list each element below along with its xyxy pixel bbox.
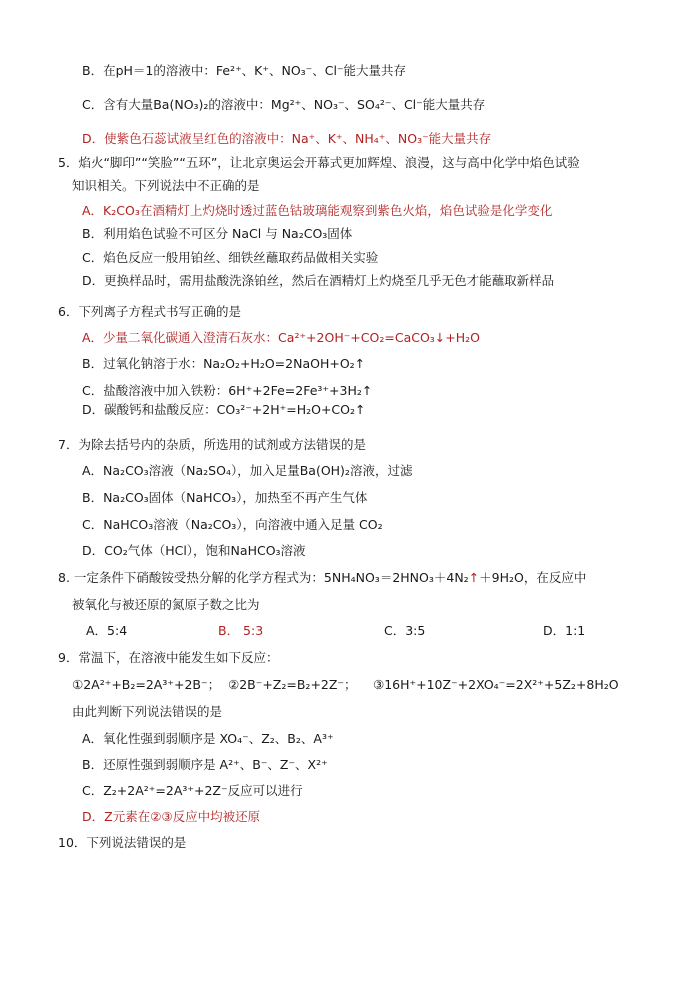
q8-option-a: A．5:4 <box>86 623 128 638</box>
q9-option-c: C．Z₂+2A²⁺=2A³⁺+2Z⁻反应可以进行 <box>82 783 303 798</box>
q7-option-b: B．Na₂CO₃固体（NaHCO₃），加热至不再产生气体 <box>82 490 368 505</box>
q5-option-c: C．焰色反应一般用铂丝、细铁丝蘸取药品做相关实验 <box>82 250 379 265</box>
q5-stem-line2: 知识相关。下列说法中不正确的是 <box>72 178 260 193</box>
q6-option-d: D．碳酸钙和盐酸反应：CO₃²⁻+2H⁺=H₂O+CO₂↑ <box>82 402 366 417</box>
q7-option-a: A．Na₂CO₃溶液（Na₂SO₄），加入足量Ba(OH)₂溶液，过滤 <box>82 463 413 478</box>
q9-reaction-3: ③16H⁺+10Z⁻+2XO₄⁻=2X²⁺+5Z₂+8H₂O <box>373 677 619 692</box>
q8-stem-line1-tail: ＋9H₂O，在反应中 <box>479 570 587 585</box>
q9-option-a: A．氧化性强到弱顺序是 XO₄⁻、Z₂、B₂、A³⁺ <box>82 731 334 746</box>
q8-stem-line1 <box>58 569 586 587</box>
q7-option-d: D．CO₂气体（HCl），饱和NaHCO₃溶液 <box>82 543 306 558</box>
q6-stem: 6．下列离子方程式书写正确的是 <box>58 304 241 319</box>
q8-up-arrow: ↑ <box>468 570 480 585</box>
q4-option-c: C．含有大量Ba(NO₃)₂的溶液中：Mg²⁺、NO₃⁻、SO₄²⁻、Cl⁻能大量共存 <box>82 97 486 112</box>
q4-option-b: B．在pH＝1的溶液中：Fe²⁺、K⁺、NO₃⁻、Cl⁻能大量共存 <box>82 63 407 78</box>
q7-option-c: C．NaHCO₃溶液（Na₂CO₃），向溶液中通入足量 CO₂ <box>82 517 383 532</box>
q5-option-b: B．利用焰色试验不可区分 NaCl 与 Na₂CO₃固体 <box>82 226 353 241</box>
q8-stem-line1-text: 8. 一定条件下硝酸铵受热分解的化学方程式为：5NH₄NO₃＝2HNO₃＋4N₂ <box>58 570 469 585</box>
q6-option-c: C．盐酸溶液中加入铁粉：6H⁺+2Fe=2Fe³⁺+3H₂↑ <box>82 383 373 398</box>
q9-option-b: B．还原性强到弱顺序是 A²⁺、B⁻、Z⁻、X²⁺ <box>82 757 328 772</box>
q9-lead: 由此判断下列说法错误的是 <box>72 704 223 719</box>
q9-stem: 9．常温下，在溶液中能发生如下反应： <box>58 650 279 665</box>
q6-option-b: B．过氧化钠溶于水：Na₂O₂+H₂O=2NaOH+O₂↑ <box>82 356 366 371</box>
q7-stem: 7．为除去括号内的杂质，所选用的试剂或方法错误的是 <box>58 437 366 452</box>
q8-option-d: D．1:1 <box>543 623 586 638</box>
q6-option-a: A．少量二氧化碳通入澄清石灰水：Ca²⁺+2OH⁻+CO₂=CaCO₃↓+H₂O <box>82 330 480 345</box>
q9-reaction-1: ①2A²⁺+B₂=2A³⁺+2B⁻； <box>72 677 221 692</box>
q9-option-d: D．Z元素在②③反应中均被还原 <box>82 809 261 824</box>
q10-stem: 10．下列说法错误的是 <box>58 835 187 850</box>
q5-option-d: D．更换样品时，需用盐酸洗涤铂丝，然后在酒精灯上灼烧至几乎无色才能蘸取新样品 <box>82 273 555 288</box>
q5-option-a: A．K₂CO₃在酒精灯上灼烧时透过蓝色钴玻璃能观察到紫色火焰，焰色试验是化学变化 <box>82 203 553 218</box>
q8-stem-line2: 被氧化与被还原的氮原子数之比为 <box>72 597 260 612</box>
q8-option-b: B． 5:3 <box>218 623 264 638</box>
q5-stem-line1: 5．焰火“脚印”“笑脸”“五环”，让北京奥运会开幕式更加辉煌、浪漫，这与高中化学中焰色试验 <box>58 155 580 170</box>
q8-option-c: C．3:5 <box>384 623 426 638</box>
q9-reaction-2: ②2B⁻+Z₂=B₂+2Z⁻； <box>228 677 357 692</box>
q4-option-d: D．使紫色石蕊试液呈红色的溶液中：Na⁺、K⁺、NH₄⁺、NO₃⁻能大量共存 <box>82 131 492 146</box>
